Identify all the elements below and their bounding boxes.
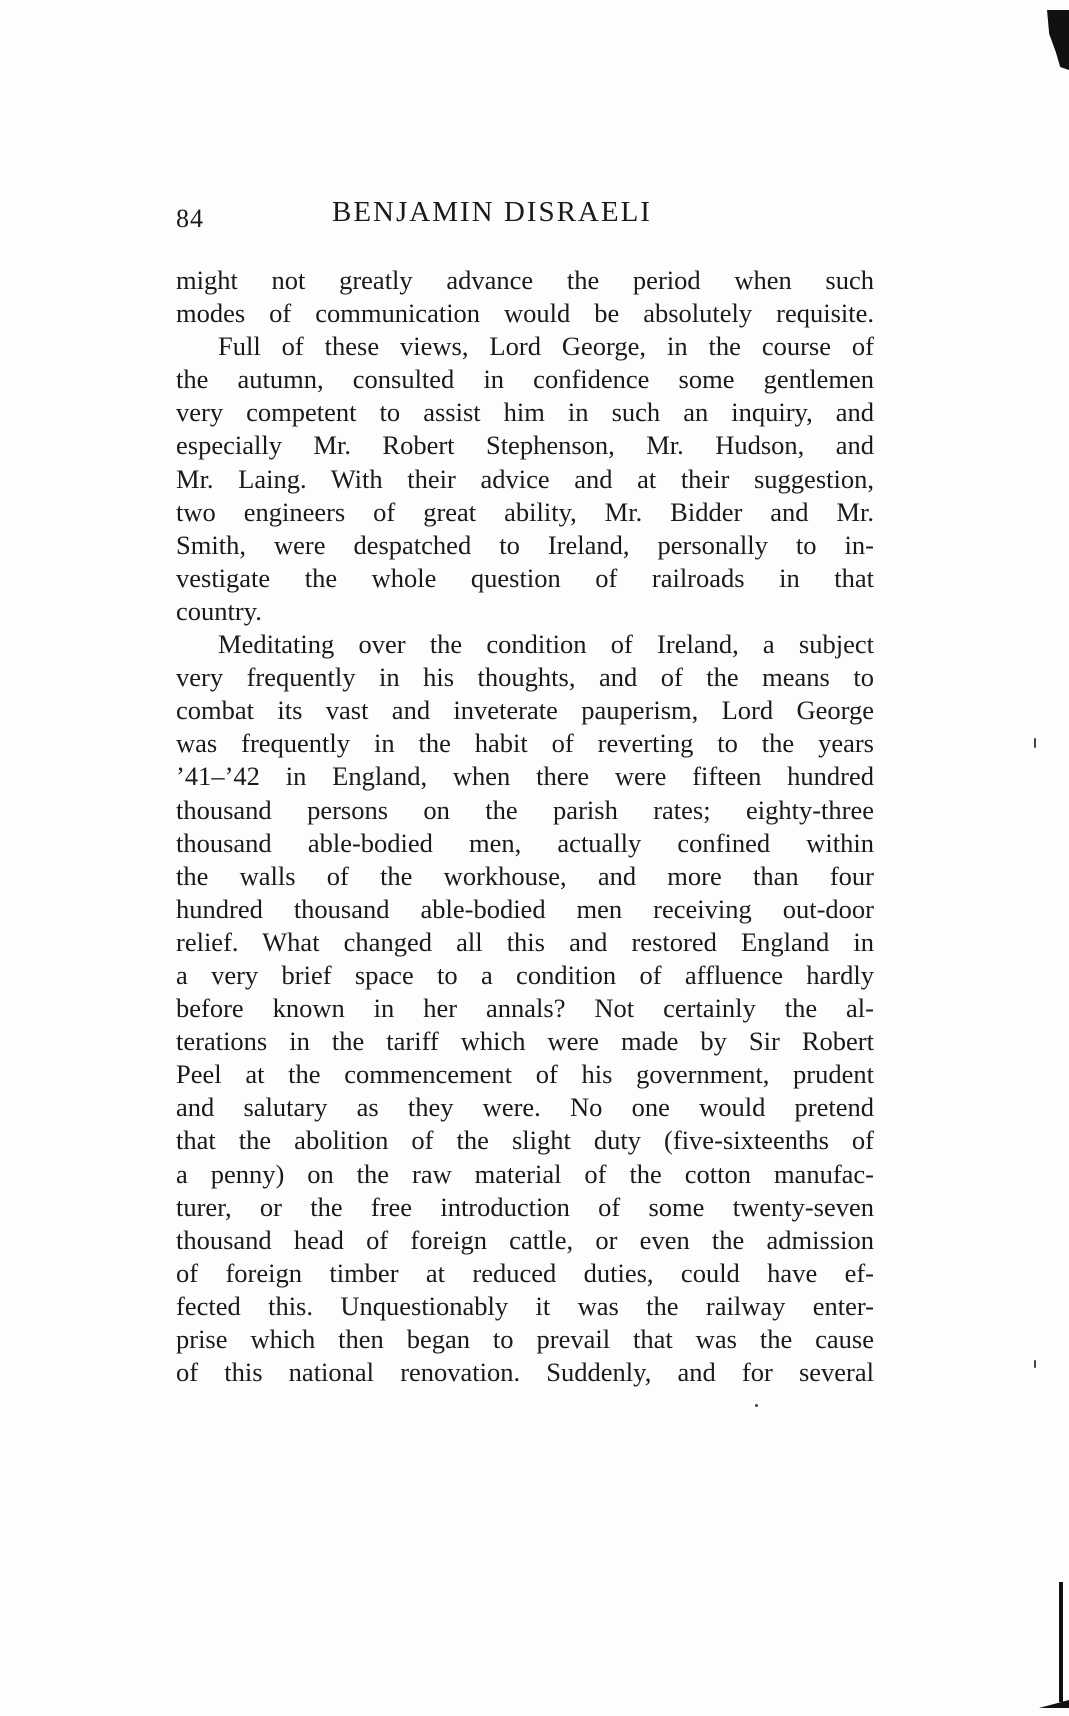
text-line: very frequently in his thoughts, and of the means to (176, 662, 874, 693)
text-line: fected this. Unquestionably it was the railway enter- (176, 1290, 874, 1321)
text-line: turer, or the free introduction of some twenty-seven (176, 1191, 874, 1222)
text-line: Smith, were despatched to Ireland, personally to in- (176, 529, 874, 560)
text-line: might not greatly advance the period when such (176, 265, 874, 295)
text-line: especially Mr. Robert Stephenson, Mr. Hudson, and (176, 430, 874, 461)
text-line: a penny) on the raw material of the cotton manufac- (176, 1158, 874, 1189)
text-line: modes of communication would be absolutely requisite. (176, 298, 874, 329)
text-line: thousand able-bodied men, actually confined within (176, 827, 874, 858)
text-line: ’41–’42 in England, when there were fifteen hundred (176, 761, 874, 792)
text-line: the walls of the workhouse, and more than four (176, 860, 874, 891)
text-line: very competent to assist him in such an inquiry, and (176, 397, 874, 428)
text-line: prise which then began to prevail that was the cause (176, 1324, 874, 1354)
text-line: was frequently in the habit of reverting to the years (176, 728, 874, 759)
page-header (176, 196, 876, 244)
text-line: of foreign timber at reduced duties, could have ef- (176, 1257, 874, 1288)
text-line: before known in her annals? Not certainly the al- (176, 993, 874, 1024)
text-line: the autumn, consulted in confidence some gentlemen (176, 364, 874, 395)
text-line: Meditating over the condition of Ireland, a subject (218, 629, 874, 660)
text-line: of this national renovation. Suddenly, and for several (176, 1357, 874, 1388)
text-line: Peel at the commencement of his government, prudent (176, 1059, 874, 1090)
text-line: thousand persons on the parish rates; eighty-three (176, 794, 874, 825)
text-line: two engineers of great ability, Mr. Bidder and Mr. (176, 496, 874, 527)
text-line: Full of these views, Lord George, in the course of (218, 331, 874, 362)
text-line: terations in the tariff which were made by Sir Robert (176, 1026, 874, 1057)
scan-edge-artifact-bottom (1039, 1576, 1069, 1716)
page-number: 84 (176, 204, 204, 233)
text-line: hundred thousand able-bodied men receiving out-door (176, 893, 874, 924)
scan-speck (1034, 738, 1036, 748)
text-line: Mr. Laing. With their advice and at their suggestion, (176, 463, 874, 494)
body-text (176, 264, 874, 1389)
text-line: and salutary as they were. No one would pretend (176, 1092, 874, 1123)
text-line: country. (176, 595, 262, 626)
text-line: combat its vast and inveterate pauperism, Lord George (176, 695, 874, 726)
text-line: thousand head of foreign cattle, or even the admission (176, 1224, 874, 1255)
text-line: relief. What changed all this and restored England in (176, 926, 874, 957)
text-line: vestigate the whole question of railroads in that (176, 562, 874, 593)
text-line: that the abolition of the slight duty (five-sixteenths of (176, 1125, 874, 1156)
text-line: a very brief space to a condition of affluence hardly (176, 959, 874, 990)
scan-speck (1034, 1360, 1036, 1368)
running-title: BENJAMIN DISRAELI (332, 196, 652, 228)
scan-speck (755, 1404, 758, 1407)
scan-edge-artifact (1047, 10, 1069, 70)
